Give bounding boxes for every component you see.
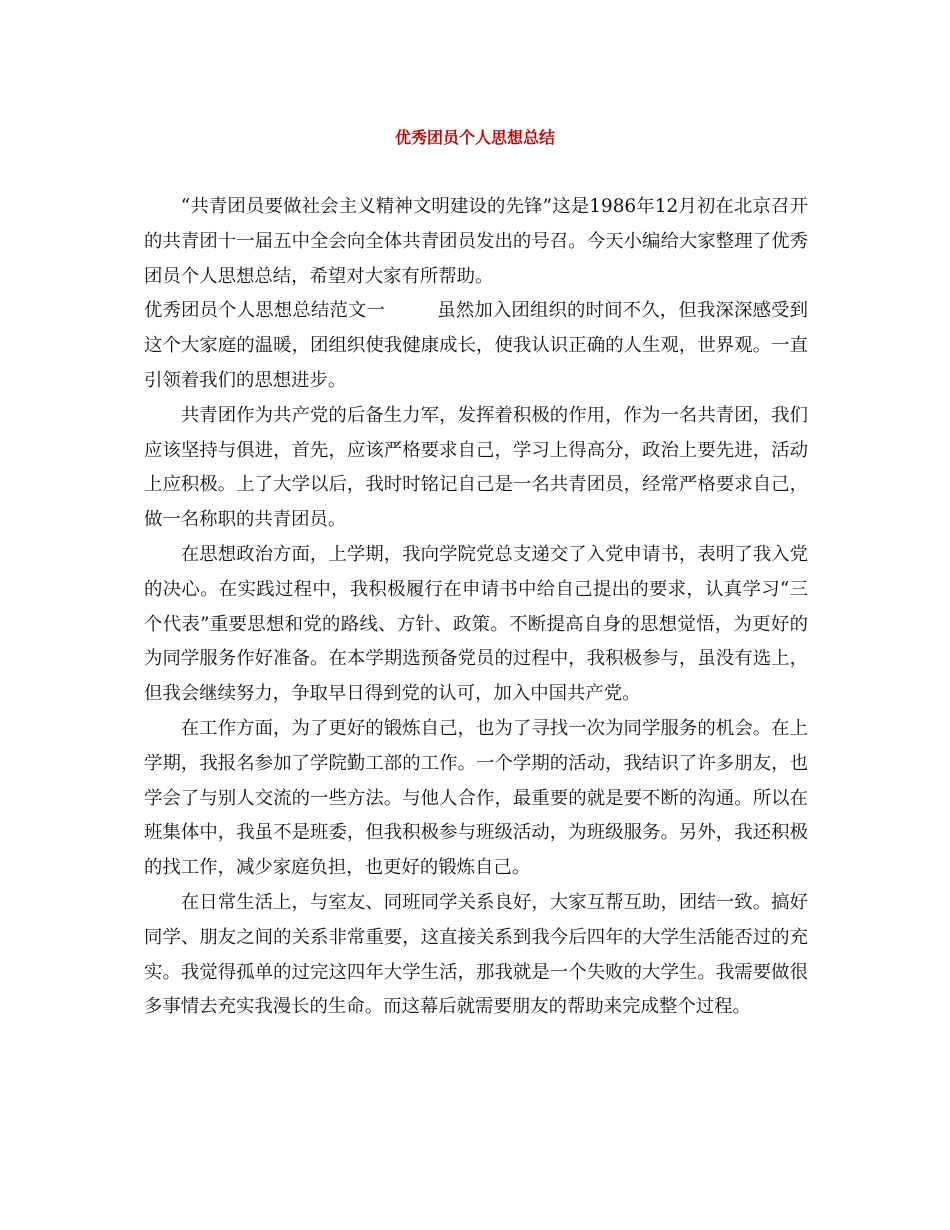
body-paragraph-3: 在工作方面，为了更好的锻炼自己，也为了寻找一次为同学服务的机会。在上学期，我报名参加了学院勤工部的工作。一个学期的活动，我结识了许多朋友，也学会了与别人交流的一些方法。与他人合作，最重要的就是要不断的沟通。所以在班集体中，我虽不是班委，但我积极参与班级活动，为班级服务。另外，我还积极的找工作，减少家庭负担，也更好的锻炼自己。 (144, 717, 808, 879)
body-paragraph-1: 共青团作为共产党的后备生力军，发挥着积极的作用，作为一名共青团，我们应该坚持与俱进，首先，应该严格要求自己，学习上得高分，政治上要先进，活动上应积极。上了大学以后，我时时铭记自己是一名共青团员，经常严格要求自己，做一名称职的共青团员。 (144, 404, 808, 531)
document-title: 优秀团员个人思想总结 (394, 128, 555, 147)
section-label: 优秀团员个人思想总结范文一 (144, 300, 386, 322)
intro-paragraph: “共青团员要做社会主义精神文明建设的先锋”这是1986年12月初在北京召开的共青团十一届五中全会向全体共青团员发出的号召。今天小编给大家整理了优秀团员个人思想总结，希望对大家有所帮助。 (144, 196, 808, 287)
body-paragraph-4: 在日常生活上，与室友、同班同学关系良好，大家互帮互助，团结一致。搞好同学、朋友之间的关系非常重要，这直接关系到我今后四年的大学生活能否过的充实。我觉得孤单的过完这四年大学生活，那我就是一个失败的大学生。我需要做很多事情去充实我漫长的生命。而这幕后就需要朋友的帮助来完成整个过程。 (144, 891, 808, 1018)
section-first-text: 虽然加入团组织的时间不久，但我深深感受到这个大家庭的温暖，团组织使我健康成长，使我认识正确的人生观，世界观。一直引领着我们的思想进步。 (144, 300, 808, 391)
document-body (144, 190, 808, 1025)
section-paragraph (144, 294, 808, 398)
body-paragraph-2: 在思想政治方面，上学期，我向学院党总支递交了入党申请书，表明了我入党的决心。在实践过程中，我积极履行在申请书中给自己提出的要求，认真学习“三个代表”重要思想和党的路线、方针、政策。不断提高自身的思想觉悟，为更好的为同学服务作好准备。在本学期选预备党员的过程中，我积极参与，虽没有选上，但我会继续努力，争取早日得到党的认可，加入中国共产党。 (144, 543, 808, 705)
